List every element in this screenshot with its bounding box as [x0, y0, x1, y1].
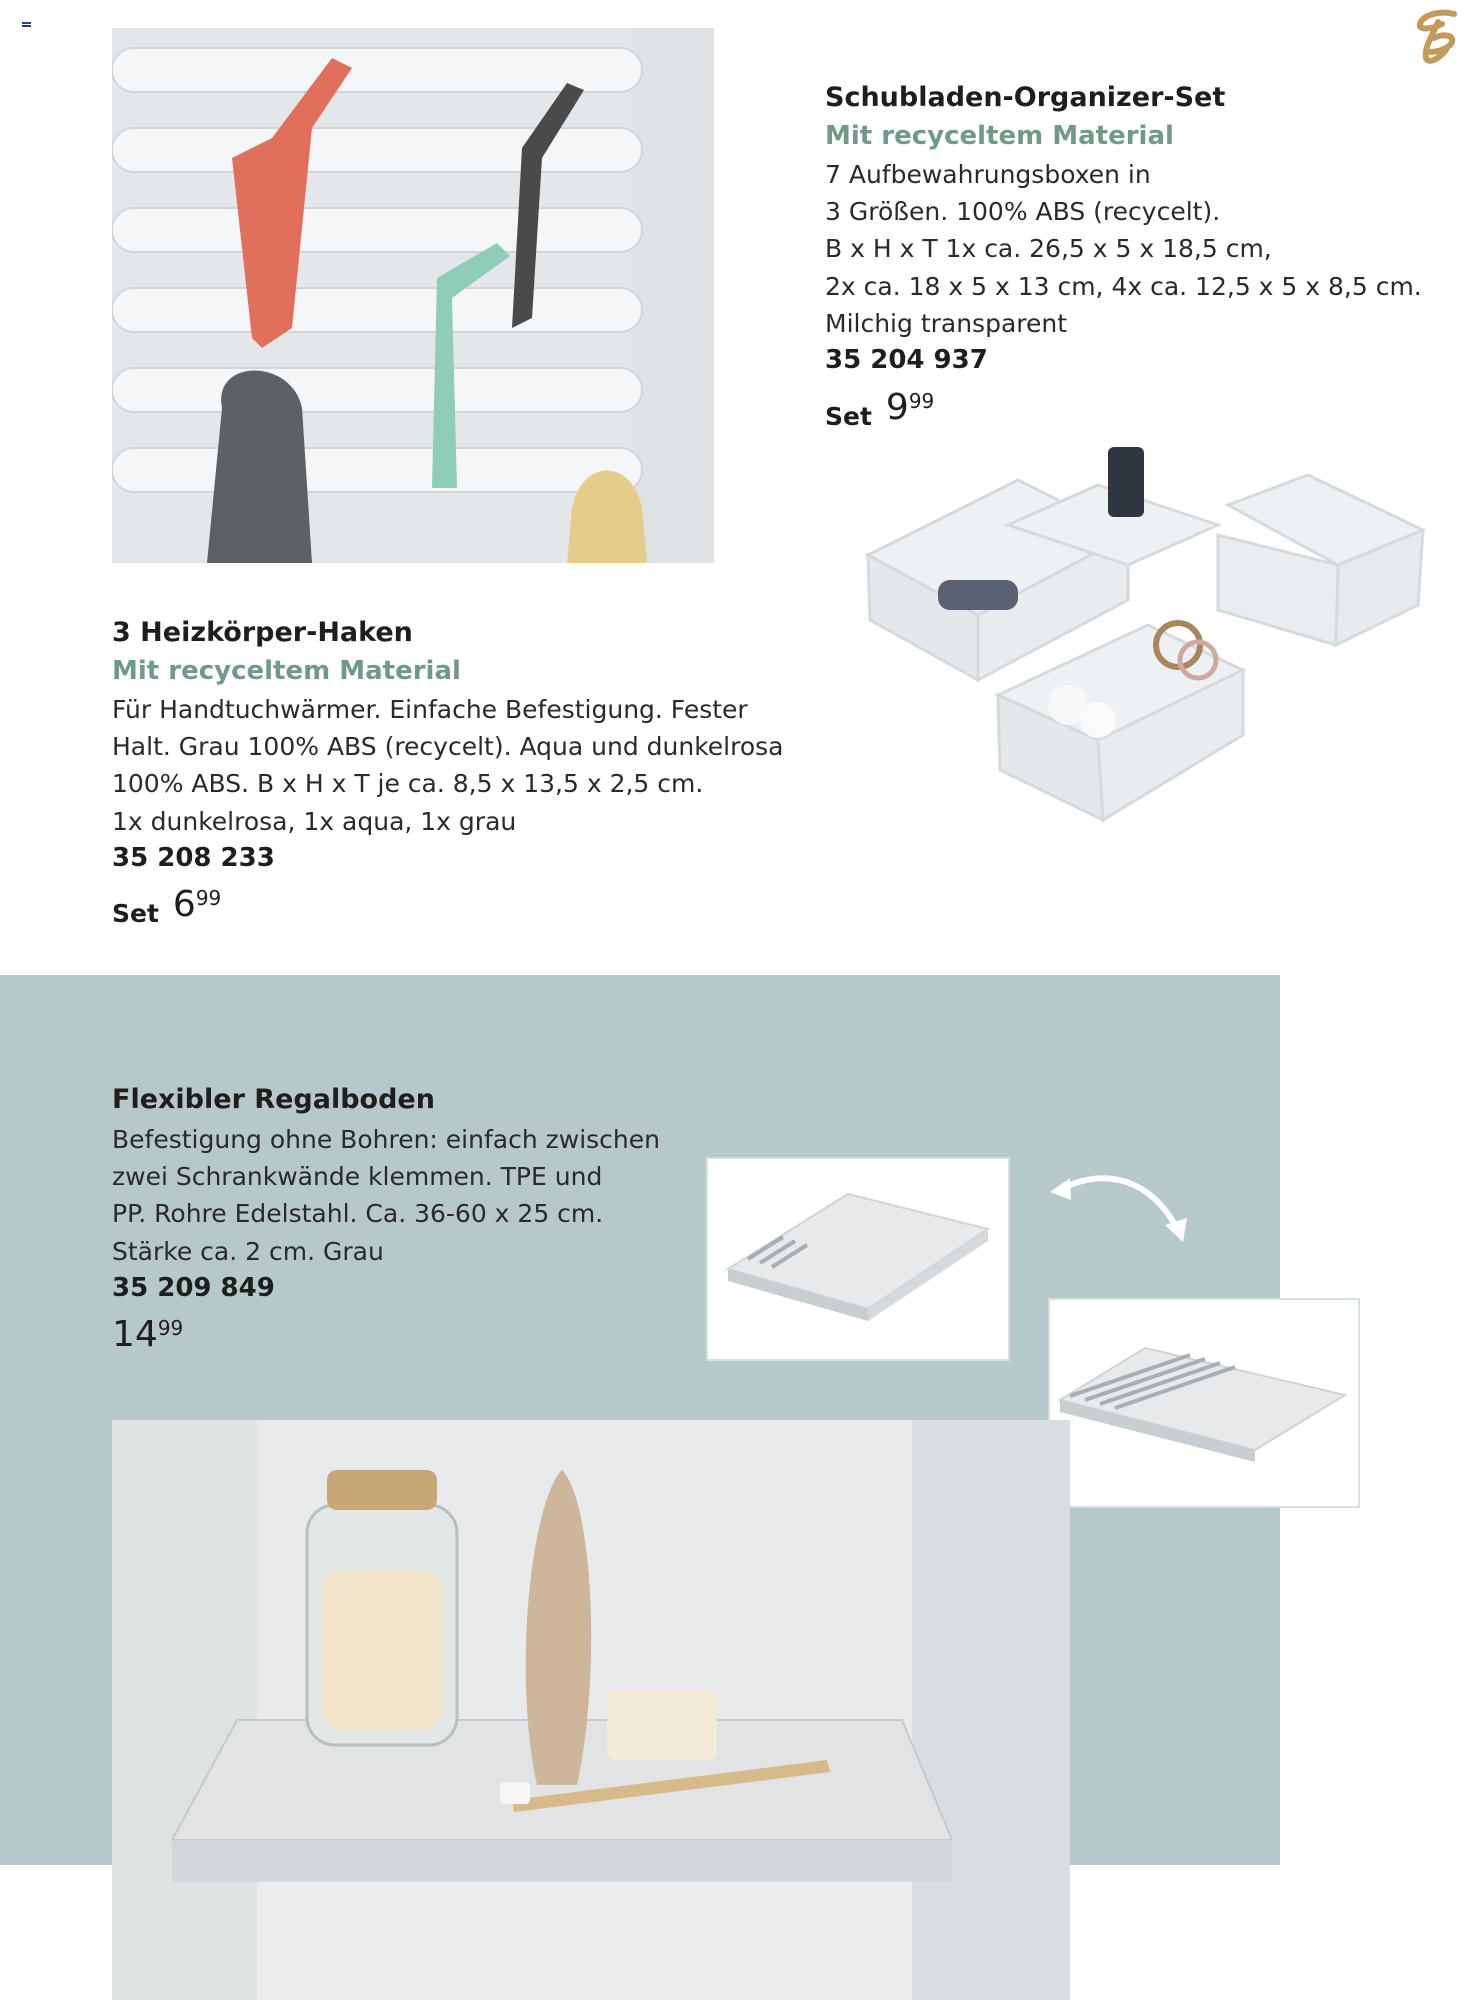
hooks-desc-line: Halt. Grau 100% ABS (recycelt). Aqua und dunkelrosa: [112, 732, 784, 761]
hooks-desc-line: 100% ABS. B x H x T je ca. 8,5 x 13,5 x 2,5 cm.: [112, 769, 704, 798]
shelf-desc-line: Stärke ca. 2 cm. Grau: [112, 1237, 384, 1266]
organizer-title: Schubladen-Organizer-Set: [825, 82, 1226, 113]
price-cents: 99: [195, 886, 222, 910]
shelf-price: [112, 1315, 183, 1355]
shelf-extended-image: [1048, 1298, 1360, 1508]
shelf-article-number: 35 209 849: [112, 1273, 275, 1303]
price-main: 6: [172, 884, 196, 925]
price-main: 9: [885, 387, 909, 428]
hamburger-menu-icon[interactable]: [22, 22, 31, 29]
hooks-subtitle: Mit recyceltem Material: [112, 656, 461, 686]
organizer-desc-line: Milchig transparent: [825, 309, 1068, 338]
organizer-desc-line: B x H x T 1x ca. 26,5 x 5 x 18,5 cm,: [825, 234, 1272, 263]
organizer-desc-line: 2x ca. 18 x 5 x 13 cm, 4x ca. 12,5 x 5 x 8,5 cm.: [825, 272, 1422, 301]
shelf-desc-line: Befestigung ohne Bohren: einfach zwischen: [112, 1125, 660, 1154]
price-main: 14: [112, 1314, 158, 1355]
hooks-title: 3 Heizkörper-Haken: [112, 617, 413, 648]
organizer-price: [825, 388, 934, 431]
drawer-organizer-image: [858, 435, 1428, 845]
hooks-desc-line: Für Handtuchwärmer. Einfache Befestigung. Fester: [112, 695, 748, 724]
tchibo-logo-icon[interactable]: [1408, 8, 1468, 68]
shelf-desc-line: PP. Rohre Edelstahl. Ca. 36-60 x 25 cm.: [112, 1199, 604, 1228]
hooks-article-number: 35 208 233: [112, 843, 275, 873]
hooks-price: [112, 885, 221, 928]
shelf-desc-line: zwei Schrankwände klemmen. TPE und: [112, 1162, 603, 1191]
price-cents: 99: [157, 1316, 184, 1340]
organizer-article-number: 35 204 937: [825, 345, 988, 375]
hooks-desc-line: 1x dunkelrosa, 1x aqua, 1x grau: [112, 807, 517, 836]
organizer-desc-line: 7 Aufbewahrungsboxen in: [825, 160, 1151, 189]
price-unit: Set: [825, 402, 872, 431]
organizer-desc-line: 3 Größen. 100% ABS (recycelt).: [825, 197, 1221, 226]
shelf-retracted-image: [706, 1157, 1010, 1361]
curved-double-arrow-icon: [1045, 1160, 1195, 1250]
shelf-title: Flexibler Regalboden: [112, 1084, 435, 1115]
price-unit: Set: [112, 899, 159, 928]
radiator-hooks-image: [112, 28, 714, 563]
organizer-subtitle: Mit recyceltem Material: [825, 121, 1174, 151]
price-cents: 99: [908, 389, 935, 413]
shelf-in-cabinet-image: [112, 1420, 1070, 2000]
